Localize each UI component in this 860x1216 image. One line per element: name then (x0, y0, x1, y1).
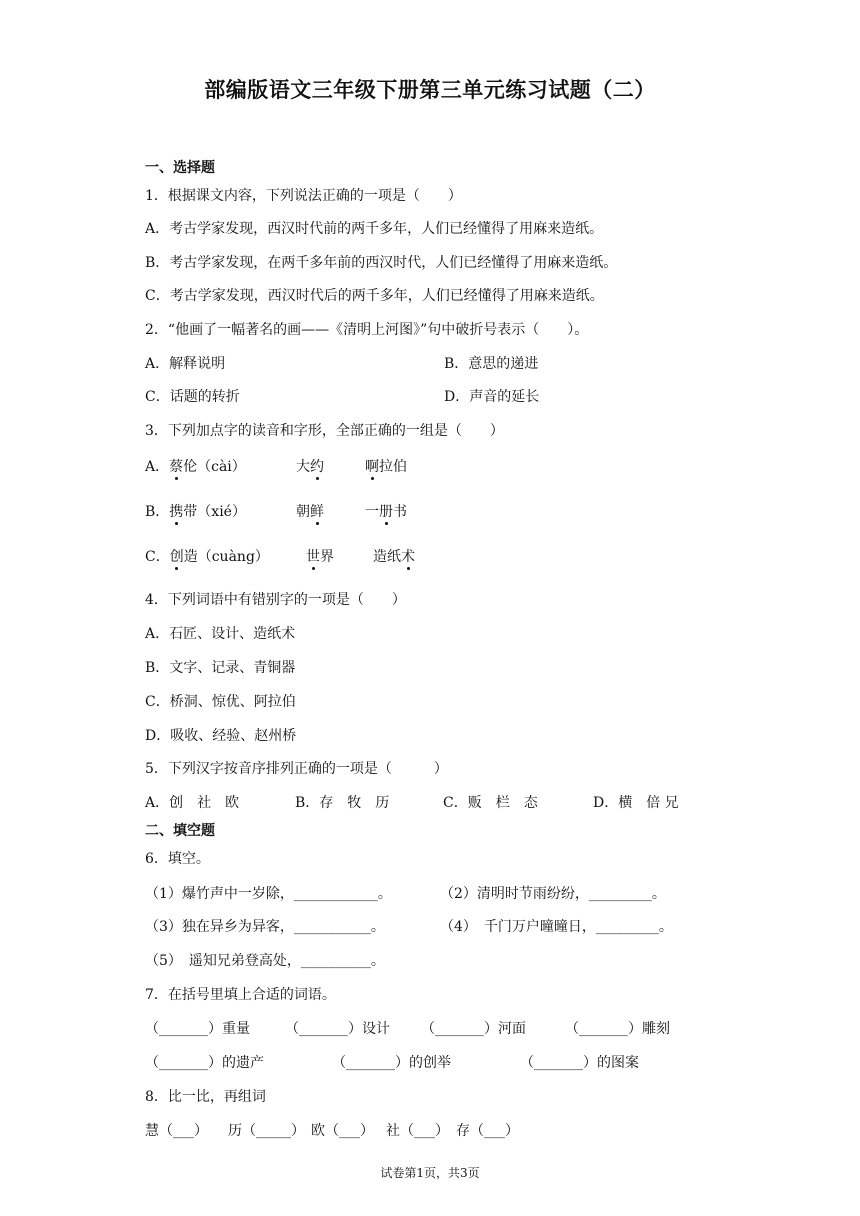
word-rest: 书 (393, 504, 407, 520)
question-8-stem: 8．比一比，再组词 (145, 1089, 266, 1105)
question-7-blank: （_______）重量 (145, 1021, 250, 1037)
question-5-stem: 5．下列汉字按音序排列正确的一项是（ ） (145, 761, 448, 777)
question-3-stem: 3．下列加点字的读音和字形，全部正确的一组是（ ） (145, 423, 504, 439)
question-7-blank: （_______）的图案 (520, 1055, 639, 1071)
question-5-option-b: B．存 牧 历 (295, 795, 390, 811)
question-3-option-c-word-2 (306, 548, 334, 566)
question-1-stem: 1．根据课文内容，下列说法正确的一项是（ ） (145, 188, 462, 204)
question-6-stem: 6．填空。 (145, 851, 210, 867)
emphasis-dot (407, 567, 410, 570)
question-3-option-b-word-3 (365, 503, 407, 521)
question-3-option-c-word-3 (373, 548, 415, 566)
question-7-blank: （_______）河面 (421, 1021, 526, 1037)
word-rest: 拉伯 (379, 459, 407, 475)
dotted-char: 创 (169, 549, 184, 565)
dotted-char: 术 (401, 549, 415, 565)
emphasis-dot-char (169, 504, 183, 520)
emphasis-dot-char (170, 549, 184, 565)
option-label: A． (145, 459, 170, 475)
question-6-part-4: （4） 千门万户曈曈日，_________。 (440, 919, 673, 935)
dotted-char: 啊 (365, 459, 379, 475)
question-3-option-a-word-1 (145, 458, 246, 476)
question-3-option-b-word-1 (145, 503, 246, 521)
word-part: 一 (365, 504, 379, 520)
emphasis-dot (175, 522, 178, 525)
emphasis-dot-char (306, 549, 320, 565)
emphasis-dot-char (401, 549, 415, 565)
question-1-option-c: C．考古学家发现，西汉时代后的两千多年，人们已经懂得了用麻来造纸。 (145, 288, 604, 304)
question-6-part-2: （2）清明时节雨纷纷，_________。 (440, 886, 666, 902)
emphasis-dot (175, 477, 178, 480)
question-5-option-c: C．贩 栏 态 (443, 795, 538, 811)
word-part: 大 (296, 459, 310, 475)
emphasis-dot (312, 567, 315, 570)
question-6-part-1: （1）爆竹声中一岁除，____________。 (145, 886, 392, 902)
word-rest: 带（xié） (183, 504, 246, 520)
dotted-char: 册 (379, 504, 393, 520)
question-8-item: 欧（___） (311, 1123, 374, 1139)
question-4-option-d: D．吸收、经验、赵州桥 (145, 728, 297, 744)
question-2-stem: 2．“他画了一幅著名的画——《清明上河图》”句中破折号表示（ ）。 (145, 322, 589, 338)
emphasis-dot-char (310, 504, 324, 520)
question-6-part-5: （5） 遥知兄弟登高处，__________。 (145, 953, 385, 969)
word-rest: 伦（cài） (183, 459, 246, 475)
question-6-part-3: （3）独在异乡为异客，___________。 (145, 919, 385, 935)
question-8-item: 社（___） (386, 1123, 449, 1139)
question-1-option-a: A．考古学家发现，西汉时代前的两千多年，人们已经懂得了用麻来造纸。 (145, 221, 604, 237)
question-4-option-b: B．文字、记录、青铜器 (145, 660, 296, 676)
question-8-item: 存（___） (456, 1123, 519, 1139)
question-7-blank: （_______）的遗产 (145, 1055, 264, 1071)
question-2-option-c: C．话题的转折 (145, 389, 240, 405)
emphasis-dot (175, 567, 178, 570)
page-footer: 试卷第1页，共3页 (380, 1166, 480, 1180)
word-part: 朝 (296, 504, 310, 520)
dotted-char: 鲜 (310, 504, 324, 520)
question-5-option-a: A．创 社 欧 (145, 795, 240, 811)
emphasis-dot (316, 522, 319, 525)
dotted-char: 蔡 (169, 459, 184, 475)
dotted-char: 携 (169, 504, 184, 520)
section-heading-fill: 二、填空题 (145, 823, 215, 839)
question-3-option-c-word-1 (145, 548, 269, 566)
question-5-option-d: D．横 倍 兄 (593, 795, 679, 811)
word-part: 造纸 (373, 549, 401, 565)
emphasis-dot (371, 477, 374, 480)
question-2-option-b: B．意思的递进 (444, 356, 539, 372)
dotted-char: 世 (306, 549, 320, 565)
question-2-option-a: A．解释说明 (145, 356, 226, 372)
option-label: C． (145, 549, 170, 565)
emphasis-dot-char (379, 504, 393, 520)
section-heading-choice: 一、选择题 (145, 160, 215, 176)
emphasis-dot-char (365, 459, 379, 475)
question-7-blank: （_______）设计 (285, 1021, 390, 1037)
question-7-blank: （_______）雕刻 (565, 1021, 670, 1037)
question-4-option-a: A．石匠、设计、造纸术 (145, 626, 296, 642)
dotted-char: 约 (310, 459, 324, 475)
word-rest: 造（cuàng） (183, 549, 269, 565)
question-8-item: 历（_____） (228, 1123, 305, 1139)
question-2-option-d: D．声音的延长 (444, 389, 540, 405)
emphasis-dot-char (310, 459, 324, 475)
option-label: B． (145, 504, 170, 520)
question-3-option-b-word-2 (296, 503, 324, 521)
question-4-stem: 4．下列词语中有错别字的一项是（ ） (145, 592, 406, 608)
question-3-option-a-word-3 (365, 458, 407, 476)
question-7-blank: （_______）的创举 (332, 1055, 451, 1071)
question-3-option-a-word-2 (296, 458, 324, 476)
question-7-stem: 7．在括号里填上合适的词语。 (145, 987, 336, 1003)
question-1-option-b: B．考古学家发现，在两千多年前的西汉时代，人们已经懂得了用麻来造纸。 (145, 255, 618, 271)
emphasis-dot (385, 522, 388, 525)
question-8-item: 慧（___） (145, 1123, 208, 1139)
page-title: 部编版语文三年级下册第三单元练习试题（二） (204, 78, 656, 102)
question-4-option-c: C．桥洞、惊优、阿拉伯 (145, 694, 296, 710)
emphasis-dot-char (169, 459, 183, 475)
word-rest: 界 (320, 549, 334, 565)
emphasis-dot (316, 477, 319, 480)
